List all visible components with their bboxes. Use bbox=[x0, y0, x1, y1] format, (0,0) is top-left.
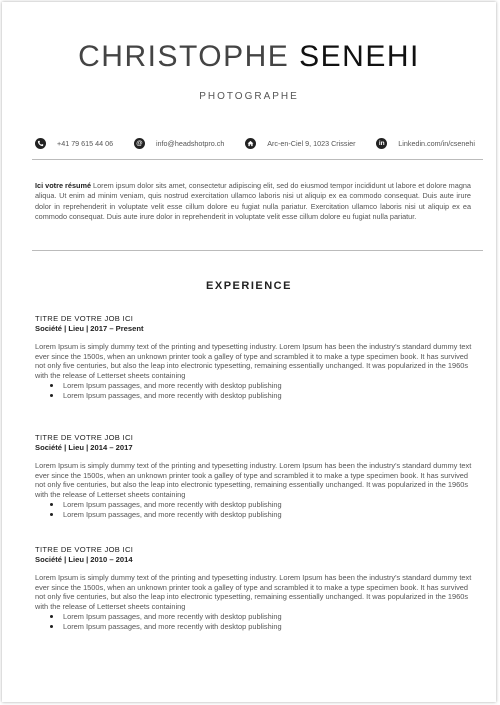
postal-address: Arc-en-Ciel 9, 1023 Crissier bbox=[267, 138, 356, 148]
job-entry bbox=[35, 314, 475, 400]
job-bullets bbox=[63, 381, 475, 400]
phone-icon bbox=[35, 138, 46, 149]
resume-page bbox=[2, 2, 496, 702]
candidate-name bbox=[2, 40, 496, 74]
summary-lead: Ici votre résumé bbox=[35, 181, 92, 190]
contact-phone bbox=[35, 138, 113, 149]
divider-middle bbox=[32, 250, 483, 251]
profession-title: PHOTOGRAPHE bbox=[199, 91, 299, 102]
job-description: Lorem Ipsum is simply dummy text of the printing and typesetting industry. Lorem Ipsum has been the industry's standard dummy text ever since the 1500s, when an unknown printer took a galley of type and scrambled it to make a type specimen book. It has survived not only five centuries, but also the leap into electronic typesetting, remaining essentially unchanged. It was popularized in the 1960s with the release of Letterset sheets containing bbox=[35, 342, 472, 381]
email-address[interactable]: info@headshotpro.ch bbox=[155, 138, 225, 148]
job-bullet: Lorem Ipsum passages, and more recently with desktop publishing bbox=[63, 391, 475, 401]
email-icon: @ bbox=[134, 138, 145, 149]
divider-top bbox=[32, 159, 483, 160]
job-meta: Société | Lieu | 2014 – 2017 bbox=[35, 442, 133, 452]
job-bullet: Lorem Ipsum passages, and more recently with desktop publishing bbox=[63, 622, 475, 632]
job-entry bbox=[35, 545, 475, 631]
experience-heading: EXPERIENCE bbox=[206, 280, 292, 292]
home-icon bbox=[245, 138, 256, 149]
phone-number[interactable]: +41 79 615 44 06 bbox=[57, 138, 114, 148]
summary-paragraph bbox=[35, 181, 471, 222]
job-meta: Société | Lieu | 2017 – Present bbox=[35, 323, 144, 333]
job-title: TITRE DE VOTRE JOB ICI bbox=[35, 314, 134, 323]
contact-linkedin bbox=[376, 138, 475, 149]
job-title: TITRE DE VOTRE JOB ICI bbox=[35, 545, 134, 554]
linkedin-icon: in bbox=[376, 138, 387, 149]
summary-text: Lorem ipsum dolor sits amet, consectetur adipiscing elit, sed do eiusmod tempor incididunt ut labore et dolore magna aliqua. Ut enim ad minim veniam, quis nostrud exercitation ullamco laboris nisi ut aliquip ex ea commodo consequat. Duis aute irure dolor in reprehenderit in voluptate velit esse cillum dolore eu fugiat nulla pariatur. Exercitation ullamco laboris nisi ut aliquip ex ea commodo consequat. Duis aute irure dolor in reprehenderit in voluptate velit esse cillum dolore eu fugiat nulla pariatur. bbox=[35, 181, 471, 221]
job-bullet: Lorem Ipsum passages, and more recently with desktop publishing bbox=[63, 381, 475, 391]
job-meta: Société | Lieu | 2010 – 2014 bbox=[35, 554, 133, 564]
last-name: SENEHI bbox=[299, 40, 420, 73]
job-bullet: Lorem Ipsum passages, and more recently with desktop publishing bbox=[63, 500, 475, 510]
job-title: TITRE DE VOTRE JOB ICI bbox=[35, 433, 134, 442]
job-entry bbox=[35, 433, 475, 519]
job-bullets bbox=[63, 612, 475, 631]
linkedin-url[interactable]: Linkedin.com/in/csenehi bbox=[398, 138, 475, 148]
contact-email bbox=[134, 138, 224, 149]
job-bullet: Lorem Ipsum passages, and more recently with desktop publishing bbox=[63, 510, 475, 520]
job-bullet: Lorem Ipsum passages, and more recently with desktop publishing bbox=[63, 612, 475, 622]
first-name: CHRISTOPHE bbox=[78, 40, 290, 73]
contact-bar bbox=[35, 136, 475, 150]
contact-address bbox=[245, 138, 355, 149]
job-bullets bbox=[63, 500, 475, 519]
job-description: Lorem Ipsum is simply dummy text of the printing and typesetting industry. Lorem Ipsum has been the industry's standard dummy text ever since the 1500s, when an unknown printer took a galley of type and scrambled it to make a type specimen book. It has survived not only five centuries, but also the leap into electronic typesetting, remaining essentially unchanged. It was popularized in the 1960s with the release of Letterset sheets containing bbox=[35, 573, 472, 612]
job-description: Lorem Ipsum is simply dummy text of the printing and typesetting industry. Lorem Ipsum has been the industry's standard dummy text ever since the 1500s, when an unknown printer took a galley of type and scrambled it to make a type specimen book. It has survived not only five centuries, but also the leap into electronic typesetting, remaining essentially unchanged. It was popularized in the 1960s with the release of Letterset sheets containing bbox=[35, 461, 472, 500]
